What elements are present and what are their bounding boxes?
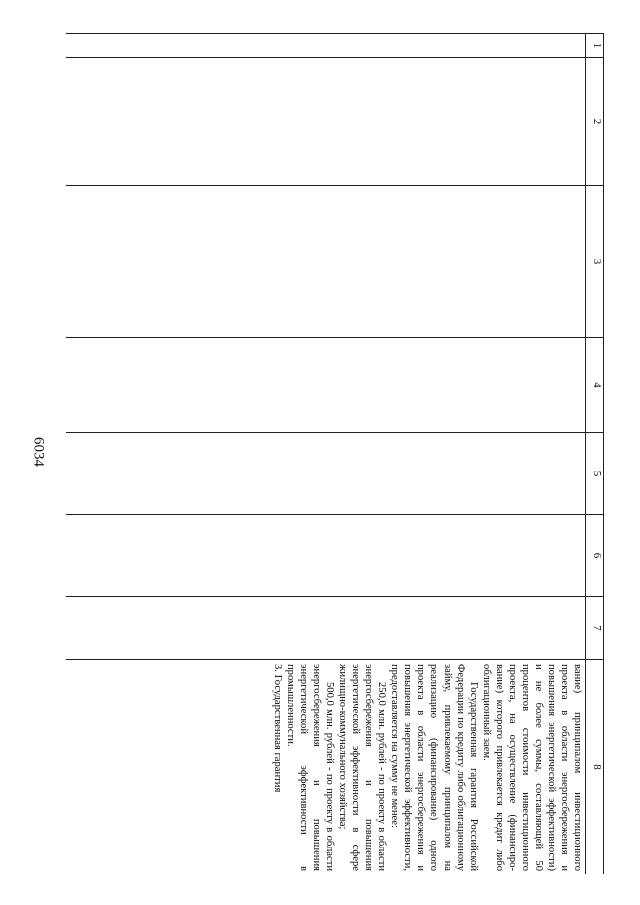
- col8-paragraph-3: 250,0 млн. рублей - по проекту в области энергосбережения и повышения энергетической эффективности в сфере жилищно-коммунального хозяйства;: [337, 664, 388, 871]
- col8-paragraph-1: вание) принципалом инвестиционного проекта в области энергосбережения и повышения энергетической эффективности) и не более суммы, составляющей 50 процентов стоимости инвестиционного проекта, на осуществление (финансиро-вание) которого привлекается кредит либо облигационный заем.: [480, 664, 583, 871]
- column-header-1: 1: [586, 34, 604, 58]
- cell-col-2: [66, 58, 586, 186]
- cell-col-4: [66, 338, 586, 433]
- column-header-7: 7: [586, 597, 604, 660]
- col8-paragraph-4: 500,0 млн. рублей - по проекту в области энергосбережения и повышения энергетической эффективности в промышленности.: [284, 664, 336, 871]
- col8-paragraph-2: Государственная гарантия Российской Федерации по кредиту либо облигационному займу, привлекаемому принципалом на реализацию (финансирование) одного проекта в области энергосбережения и повышения энергетической эффективности, предоставляется на сумму не менее:: [389, 664, 479, 871]
- column-header-2: 2: [586, 58, 604, 186]
- column-header-5: 5: [586, 433, 604, 515]
- cell-col-6: [66, 515, 586, 597]
- column-header-6: 6: [586, 515, 604, 597]
- table-row: [66, 34, 586, 875]
- column-header-4: 4: [586, 338, 604, 433]
- column-header-8: 8: [586, 660, 604, 875]
- cell-col-1: [66, 34, 586, 58]
- table-header-row: [586, 34, 604, 875]
- cell-col-8: [66, 660, 586, 875]
- rotated-table-region: [66, 33, 604, 874]
- column-header-3: 3: [586, 186, 604, 338]
- cell-col-7: [66, 597, 586, 660]
- data-table: [66, 33, 604, 874]
- table-inner: [66, 33, 604, 874]
- col8-paragraph-5: 3. Государственная гарантия: [271, 664, 283, 793]
- cell-col-3: [66, 186, 586, 338]
- page-number: 6034: [30, 437, 47, 467]
- cell-col-5: [66, 433, 586, 515]
